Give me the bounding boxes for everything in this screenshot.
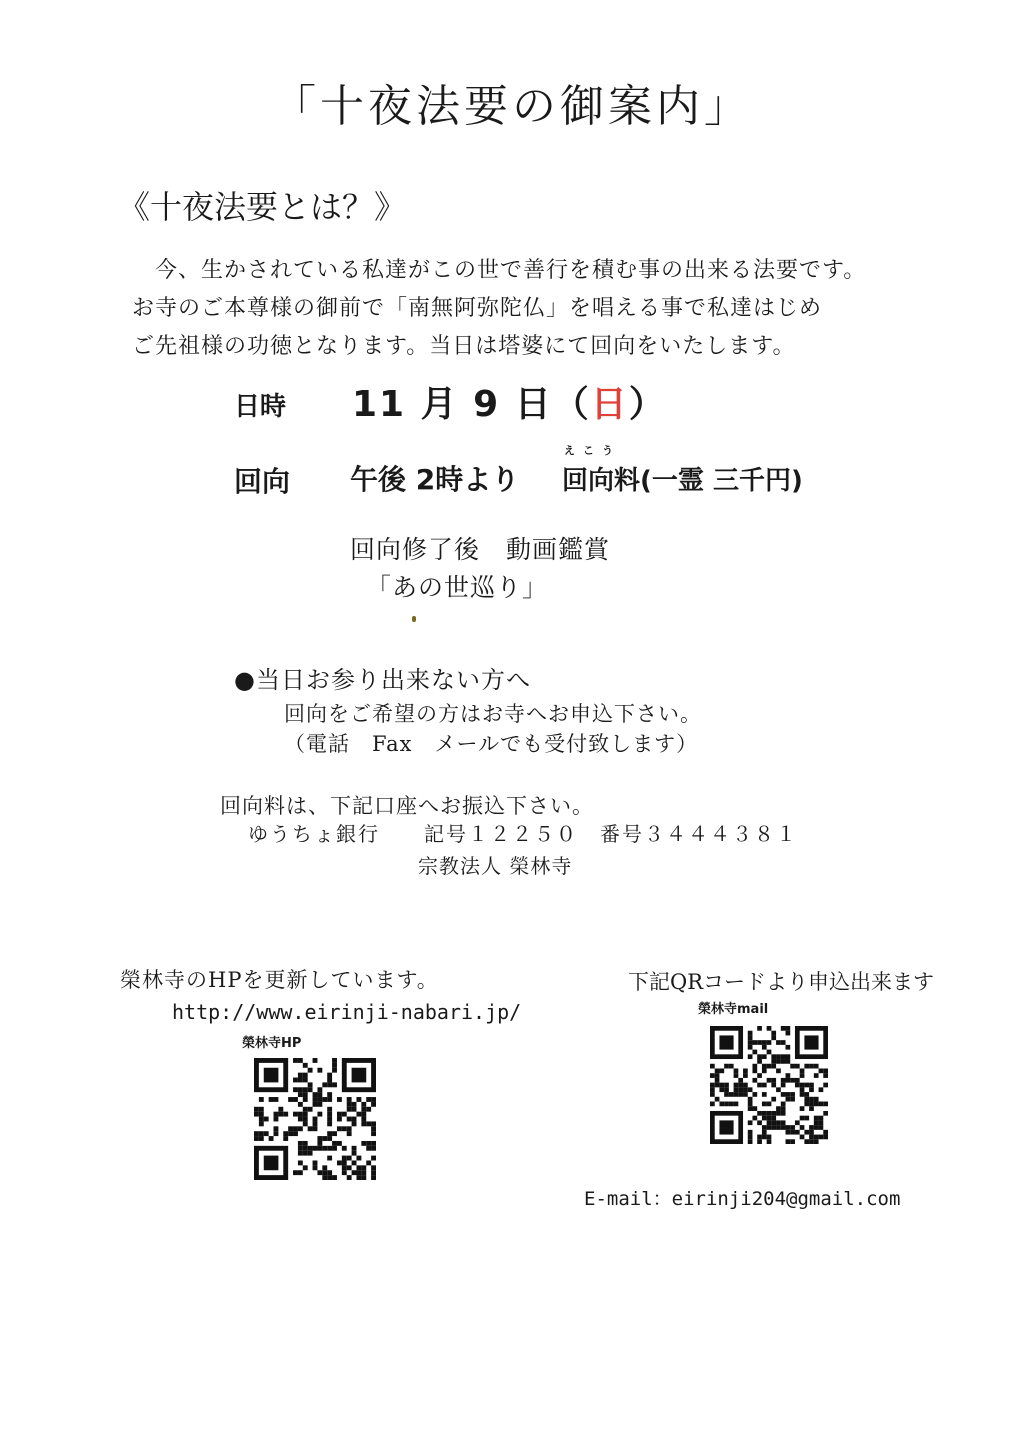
date-weekday: 日: [590, 384, 629, 425]
ekou-fee: [562, 444, 803, 497]
homepage-note: 榮林寺のHPを更新しています。: [120, 968, 439, 992]
account-holder: 宗教法人 榮林寺: [418, 854, 573, 878]
mail-qr-code[interactable]: [710, 1026, 828, 1144]
intro-line: 今、生かされている私達がこの世で善行を積む事の出来る法要です。: [132, 258, 867, 283]
homepage-url[interactable]: http://www.eirinji-nabari.jp/: [172, 1000, 522, 1024]
section-heading: 《十夜法要とは？》: [118, 188, 407, 226]
bank-account: ゆうちょ銀行 記号１２２５０ 番号３４４４３８１: [248, 822, 798, 846]
qr-note: 下記QRコードより申込出来ます: [628, 970, 935, 994]
intro-paragraph: [132, 252, 866, 366]
intro-line: ご先祖様の功徳となります。当日は塔婆にて回向をいたします。: [132, 334, 796, 359]
payment-note: 回向料は、下記口座へお振込下さい。: [220, 794, 594, 818]
video-title: 「あの世巡り」: [366, 573, 549, 602]
date-label: 日時: [234, 392, 287, 422]
absent-line: （電話 Fax メールでも受付致します）: [284, 732, 699, 756]
ekou-ruby: えこう: [564, 444, 621, 457]
ekou-label: 回向: [234, 465, 291, 498]
intro-line: お寺のご本尊様の御前で「南無阿弥陀仏」を唱える事で私達はじめ: [132, 296, 823, 321]
date-close: ）: [628, 384, 667, 425]
homepage-qr-code[interactable]: [254, 1058, 376, 1180]
date-value: [352, 376, 667, 427]
absent-heading: ●当日お参り出来ない方へ: [234, 666, 531, 694]
page-title: 「十夜法要の御案内」: [272, 81, 752, 132]
email-address[interactable]: E-mail：eirinji204@gmail.com: [584, 1188, 901, 1210]
speck: [412, 616, 416, 622]
date-main: 11 月 9 日（: [352, 384, 591, 425]
ekou-time: 午後 2時より: [350, 463, 520, 496]
after-service: 回向修了後 動画鑑賞: [350, 535, 611, 564]
ekou-fee-kanji: 回向: [562, 466, 615, 496]
ekou-fee-rest: 料(一霊 三千円): [614, 466, 803, 496]
mail-qr-caption: 榮林寺mail: [698, 1002, 769, 1017]
homepage-qr-caption: 榮林寺HP: [242, 1036, 302, 1051]
absent-line: 回向をご希望の方はお寺へお申込下さい。: [284, 702, 702, 726]
ekou-ruby-wrap: [562, 444, 621, 497]
